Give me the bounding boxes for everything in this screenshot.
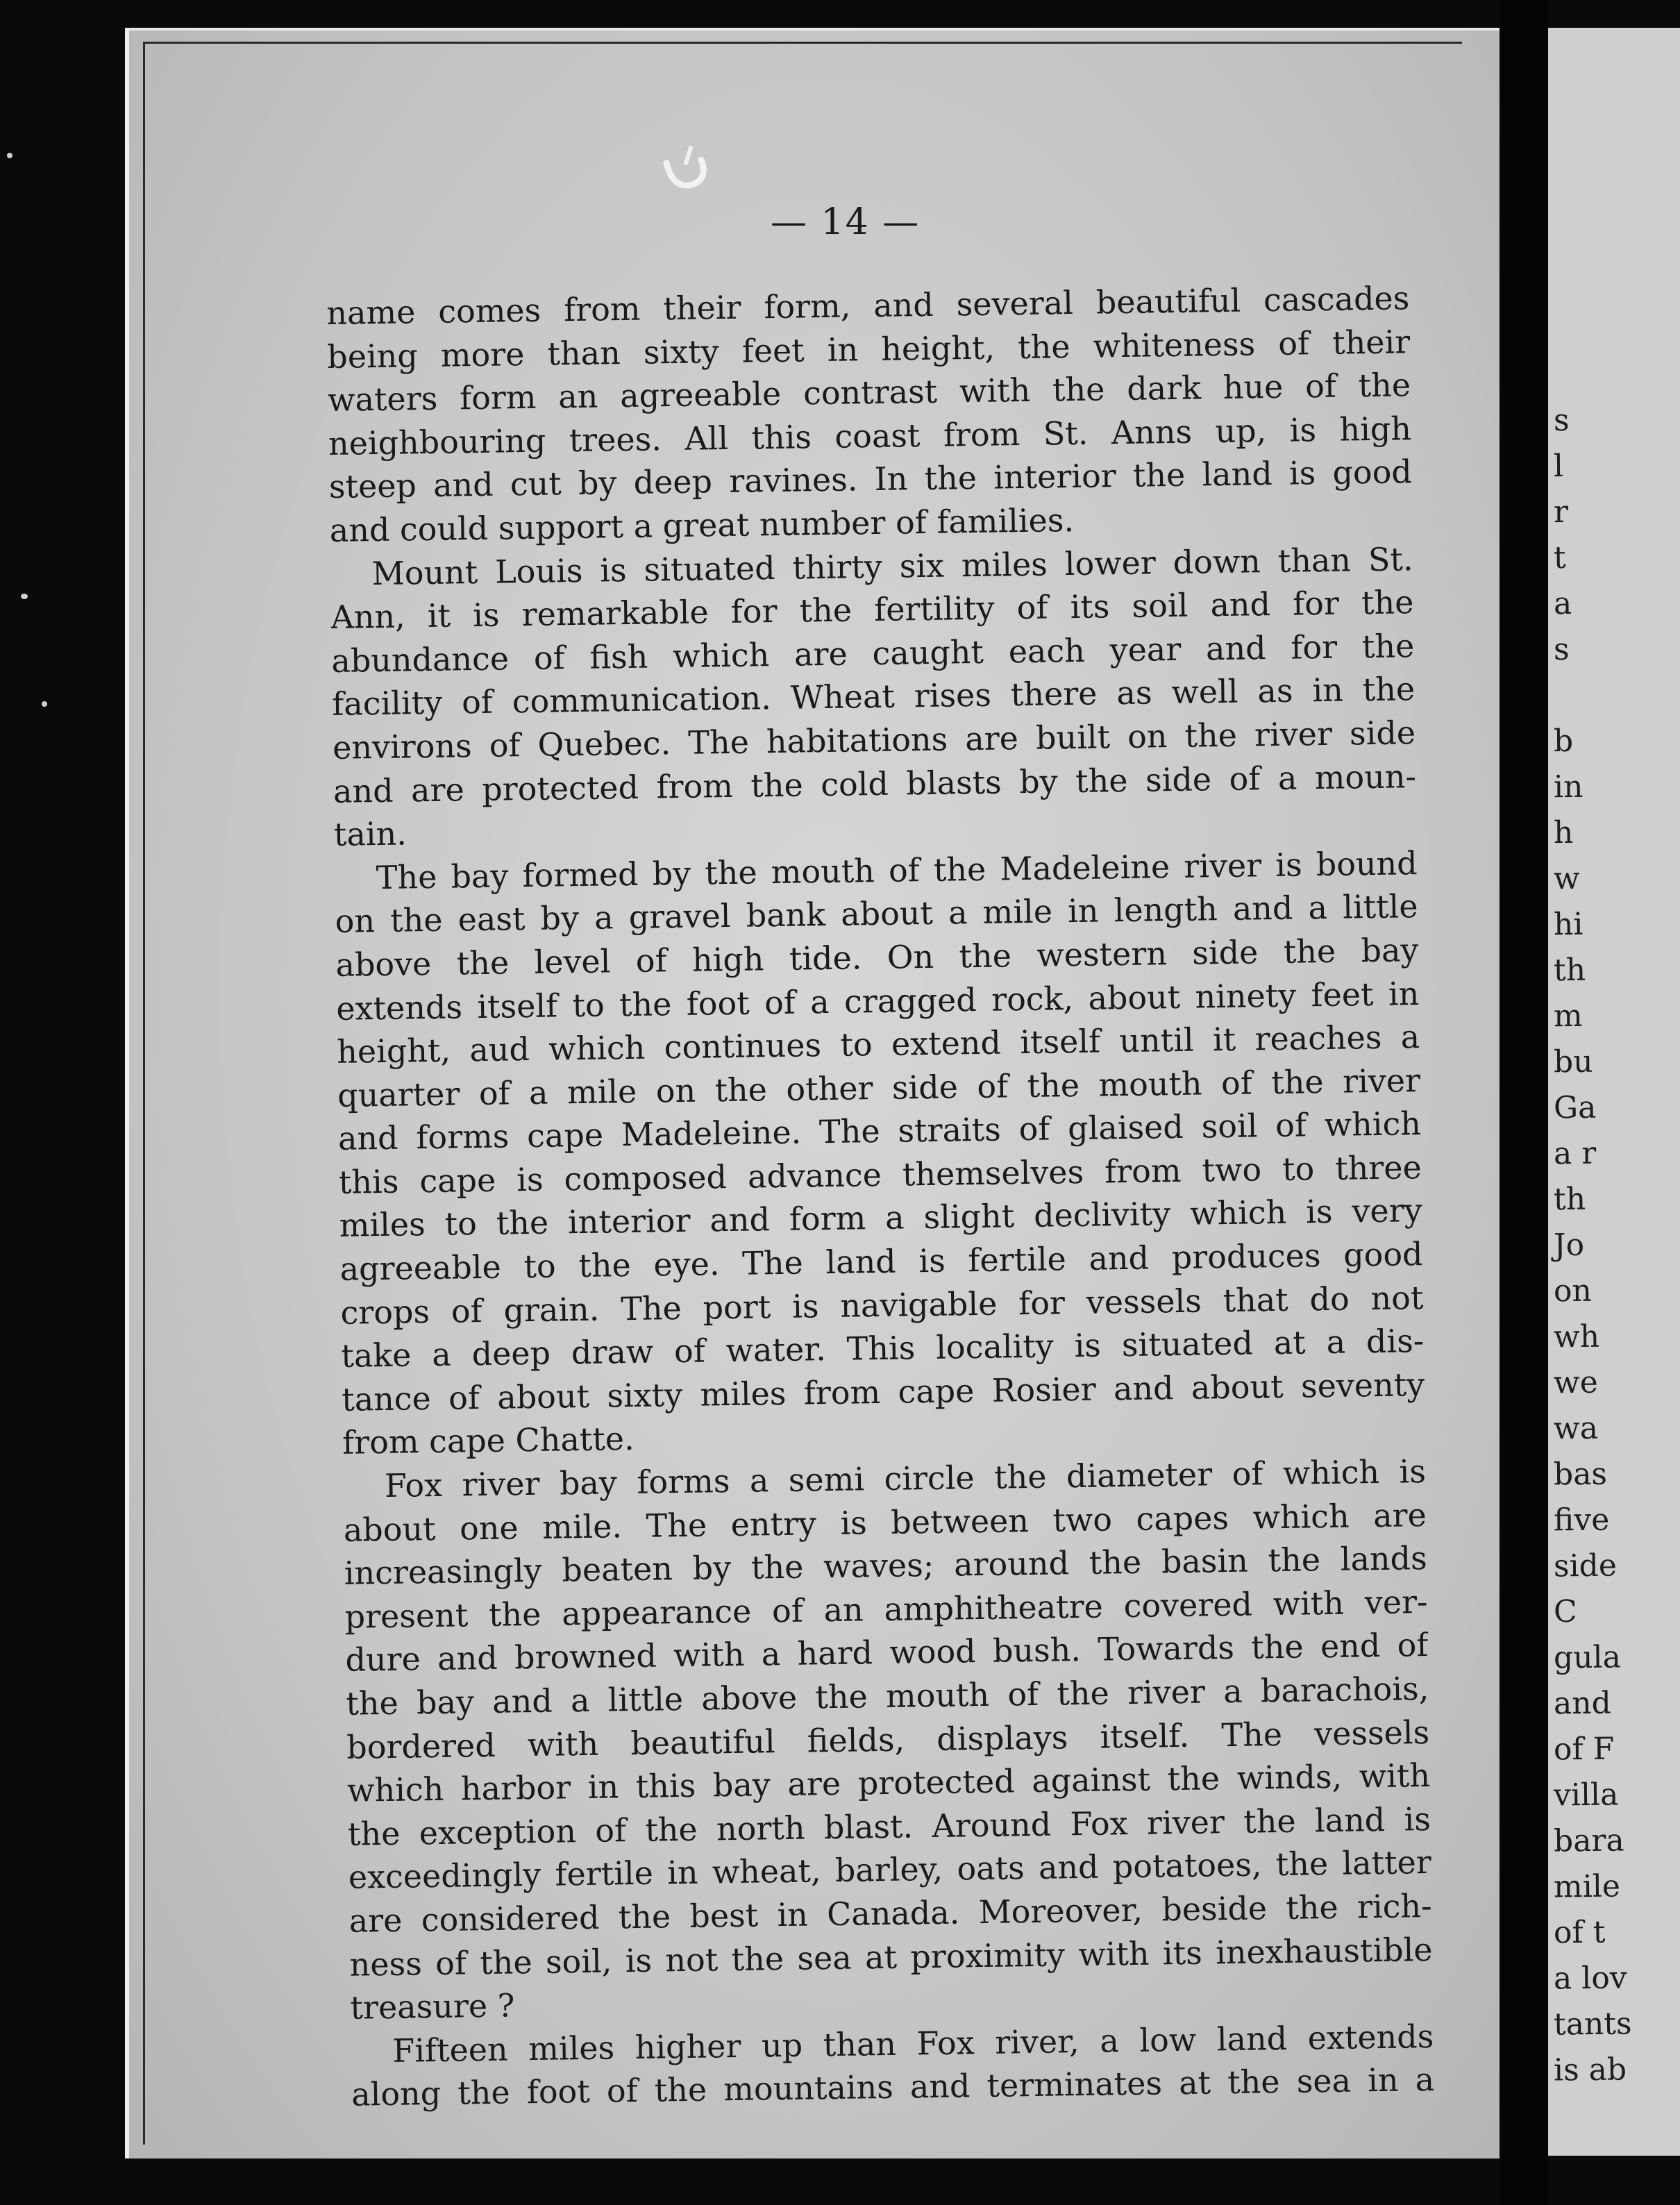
text-line: agreeable to the eye. The land is fertile and produces good: [339, 1235, 1423, 1288]
adjacent-page-fragment: s: [1553, 402, 1570, 439]
dust-speck: [42, 701, 47, 707]
adjacent-page-fragment: bara: [1553, 1822, 1624, 1859]
page-number: — 14 —: [771, 201, 921, 243]
page-gutter: [1500, 0, 1548, 2205]
text-line: neighbouring trees. All this coast from St. Anns up, is high: [328, 409, 1412, 462]
adjacent-page-fragment: h: [1553, 814, 1574, 851]
text-line: The bay formed by the mouth of the Madeleine river is bound: [376, 844, 1418, 896]
text-line: Mount Louis is situated thirty six miles lower down than St.: [371, 539, 1413, 592]
adjacent-page-sliver: [1548, 28, 1680, 2156]
adjacent-page-fragment: wa: [1553, 1410, 1599, 1447]
text-line: along the foot of the mountains and terminates at the sea in a: [351, 2061, 1435, 2114]
text-line: treasure ?: [350, 1986, 515, 2027]
text-line: and forms cape Madeleine. The straits of glaised soil of which: [337, 1105, 1422, 1158]
text-line: height, aud which continues to extend itself until it reaches a: [336, 1018, 1420, 1071]
text-line: miles to the interior and form a slight declivity which is very: [339, 1191, 1423, 1245]
text-line: exceedingly fertile in wheat, barley, oats and potatoes, the latter: [348, 1843, 1432, 1897]
adjacent-page-fragment: is ab: [1553, 2052, 1627, 2088]
text-line: ness of the soil, is not the sea at proximity with its inexhaustible: [349, 1930, 1433, 1984]
adjacent-page-fragment: a: [1553, 585, 1572, 622]
adjacent-page-fragment: a lov: [1553, 1960, 1627, 1997]
text-line: on the east by a gravel bank about a mile in length and a little: [335, 887, 1418, 941]
text-line: and are protected from the cold blasts by the side of a moun-: [333, 757, 1417, 810]
text-line: from cape Chatte.: [342, 1420, 635, 1462]
adjacent-page-fragment: b: [1553, 723, 1574, 760]
text-line: waters form an agreeable contrast with the dark hue of the: [327, 366, 1411, 419]
ink-mark-icon: [660, 142, 722, 205]
adjacent-page-fragment: five: [1553, 1502, 1610, 1539]
text-line: being more than sixty feet in height, the whiteness of their: [326, 322, 1411, 376]
adjacent-page-fragment: we: [1553, 1364, 1598, 1401]
adjacent-page-fragment: a r: [1553, 1135, 1597, 1172]
text-line: above the level of high tide. On the western side the bay: [335, 931, 1419, 984]
text-line: present the appearance of an amphitheatre covered with ver-: [344, 1582, 1428, 1636]
adjacent-page-fragment: in: [1553, 769, 1584, 805]
body-text: [326, 276, 1435, 2116]
text-line: this cape is composed advance themselves from two to three: [338, 1148, 1422, 1201]
dust-speck: [1663, 437, 1668, 442]
adjacent-page-fragment: C: [1553, 1593, 1577, 1630]
text-line: are considered the best in Canada. Moreover, beside the rich-: [348, 1886, 1432, 1940]
dust-speck: [21, 594, 28, 599]
adjacent-page-fragment: Ga: [1553, 1089, 1597, 1126]
adjacent-page-fragment: wh: [1553, 1318, 1600, 1355]
adjacent-page-fragment: l: [1553, 448, 1564, 485]
text-line: Ann, it is remarkable for the fertility of its soil and for the: [330, 583, 1414, 637]
adjacent-page-fragment: of F: [1553, 1731, 1615, 1768]
text-line: facility of communication. Wheat rises there as well as in the: [331, 670, 1416, 723]
adjacent-page-fragment: side: [1553, 1548, 1618, 1584]
adjacent-page-fragment: on: [1553, 1273, 1593, 1309]
adjacent-page-fragment: m: [1553, 998, 1584, 1034]
adjacent-page-fragment: r: [1553, 494, 1569, 530]
text-line: dure and browned with a hard wood bush. Towards the end of: [345, 1626, 1429, 1679]
adjacent-page-fragment: mile: [1553, 1868, 1621, 1905]
text-line: tain.: [333, 814, 408, 854]
adjacent-page-fragment: gula: [1553, 1639, 1622, 1676]
adjacent-page-fragment: hi: [1553, 906, 1584, 943]
adjacent-page-fragment: t: [1553, 539, 1566, 576]
adjacent-page-fragment: tants: [1553, 2006, 1632, 2043]
text-line: crops of grain. The port is navigable for vessels that do not: [340, 1278, 1424, 1332]
text-line: environs of Quebec. The habitations are built on the river side: [332, 714, 1416, 766]
text-line: about one mile. The entry is between two capes which are: [343, 1495, 1427, 1549]
text-line: which harbor in this bay are protected against the winds, with: [346, 1757, 1431, 1809]
text-line: the exception of the north blast. Around Fox river the land is: [347, 1800, 1431, 1853]
adjacent-page-fragment: th: [1553, 1181, 1586, 1218]
text-line: increasingly beaten by the waves; around the basin the lands: [344, 1539, 1428, 1593]
text-line: the bay and a little above the mouth of the river a barachois,: [346, 1670, 1429, 1722]
adjacent-page-fragment: bas: [1553, 1456, 1608, 1493]
text-line: quarter of a mile on the other side of the mouth of the river: [337, 1061, 1421, 1114]
text-line: Fifteen miles higher up than Fox river, a low land extends: [392, 2017, 1434, 2070]
text-line: steep and cut by deep ravines. In the interior the land is good: [328, 453, 1413, 506]
text-line: extends itself to the foot of a cragged rock, about ninety feet in: [336, 974, 1420, 1028]
text-line: tance of about sixty miles from cape Rosier and about seventy: [341, 1365, 1425, 1418]
text-line: name comes from their form, and several beautiful cascades: [326, 279, 1410, 332]
text-line: take a deep draw of water. This locality is situated at a dis-: [341, 1322, 1425, 1375]
text-line: abundance of fish which are caught each year and for the: [331, 626, 1415, 680]
adjacent-page-fragment: Jo: [1553, 1227, 1585, 1264]
adjacent-page-fragment: of t: [1553, 1914, 1606, 1951]
text-line: Fox river bay forms a semi circle the diameter of which is: [384, 1452, 1427, 1505]
adjacent-page-fragment: s: [1553, 631, 1570, 668]
adjacent-page-fragment: bu: [1553, 1043, 1593, 1080]
text-line: bordered with beautiful fields, displays itself. The vessels: [346, 1713, 1430, 1766]
adjacent-page-fragment: and: [1553, 1685, 1612, 1722]
dust-speck: [7, 153, 12, 158]
adjacent-page-fragment: villa: [1553, 1777, 1619, 1813]
adjacent-page-fragment: w: [1553, 860, 1580, 897]
text-line: and could support a great number of families.: [329, 501, 1075, 549]
adjacent-page-fragment: th: [1553, 952, 1586, 989]
